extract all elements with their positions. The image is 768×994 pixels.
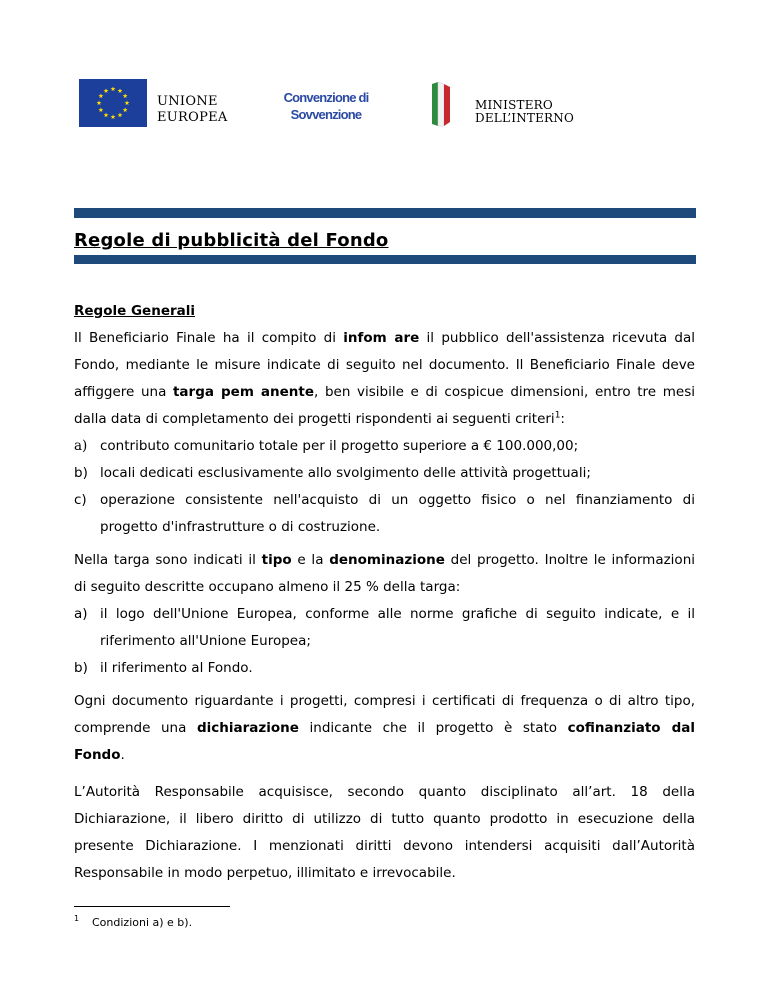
- title-bar-top: [74, 208, 696, 218]
- paragraph-4: L’Autorità Responsabile acquisisce, secondo quanto disciplinato all’art. 18 della Dichiarazione, il libero diritto di utilizzo di tutto quanto prodotto in esecuzione della presente Dichiarazione. I menzionati diritti devono intendersi acquisiti dall’Autorità Responsabile in modo perpetuo, illimitato e irrevocabile.: [74, 784, 695, 881]
- footnote-ref: 1: [554, 410, 561, 421]
- list-item: a) il logo dell'Unione Europea, conforme alle norme grafiche di seguito indicate, e il: [74, 606, 695, 622]
- paragraph-3: Ogni documento riguardante i progetti, compresi i certificati di frequenza o di altro tipo, comprende una dichiarazione indicante che il progetto è stato cofinanziato dal Fondo.: [74, 693, 695, 763]
- eu-flag-logo: [79, 79, 147, 127]
- document-body: [74, 298, 695, 887]
- list-item: b) locali dedicati esclusivamente allo svolgimento delle attività progettuali;: [74, 465, 591, 481]
- plaque-list: a) il logo dell'Unione Europea, conforme alle norme grafiche di seguito indicate, e il riferimento all'Unione Europea; b) il riferimento al Fondo.: [74, 601, 695, 682]
- title-bar-bottom: [74, 255, 696, 264]
- ministry-emblem-icon: [430, 80, 452, 128]
- footnote-number: 1: [74, 914, 80, 923]
- criteria-list: a) contributo comunitario totale per il progetto superiore a € 100.000,00; b) locali dedicati esclusivamente allo svolgimento delle attività progettuali; c) operazione consistente nell'acquisto di un oggetto fisico o nel finanziamento di progetto d'infrastrutture o di costruzione.: [74, 433, 695, 541]
- eu-label: UNIONE EUROPEA: [157, 94, 228, 125]
- list-item: c) operazione consistente nell'acquisto di un oggetto fisico o nel finanziamento di: [74, 492, 695, 508]
- footnote-separator: [74, 906, 230, 907]
- list-item: a) contributo comunitario totale per il progetto superiore a € 100.000,00;: [74, 438, 579, 454]
- footnote-text: Condizioni a) e b).: [92, 916, 193, 929]
- convenzione-label: Convenzione di Sovvenzione: [283, 90, 369, 122]
- page-title: Regole di pubblicità del Fondo: [74, 230, 389, 251]
- section-heading: Regole Generali: [74, 303, 195, 319]
- document-header: [0, 0, 768, 140]
- paragraph-2: Nella targa sono indicati il tipo e la denominazione del progetto. Inoltre le informazioni di seguito descritte occupano almeno il 25 % della targa:: [74, 552, 696, 595]
- ministry-label: MINISTERO DELL’INTERNO: [475, 98, 575, 125]
- list-item: b) il riferimento al Fondo.: [74, 660, 253, 676]
- paragraph-1: Il Beneficiario Finale ha il compito di infom are il pubblico dell'assistenza ricevuta dal Fondo, mediante le misure indicate di seguito nel documento. Il Beneficiario Finale deve affiggere una targa pem anente, ben visibile e di cospicue dimensioni, entro tre mesi dalla data di completamento dei progetti rispondenti ai seguenti criteri$^1$:: [74, 330, 695, 427]
